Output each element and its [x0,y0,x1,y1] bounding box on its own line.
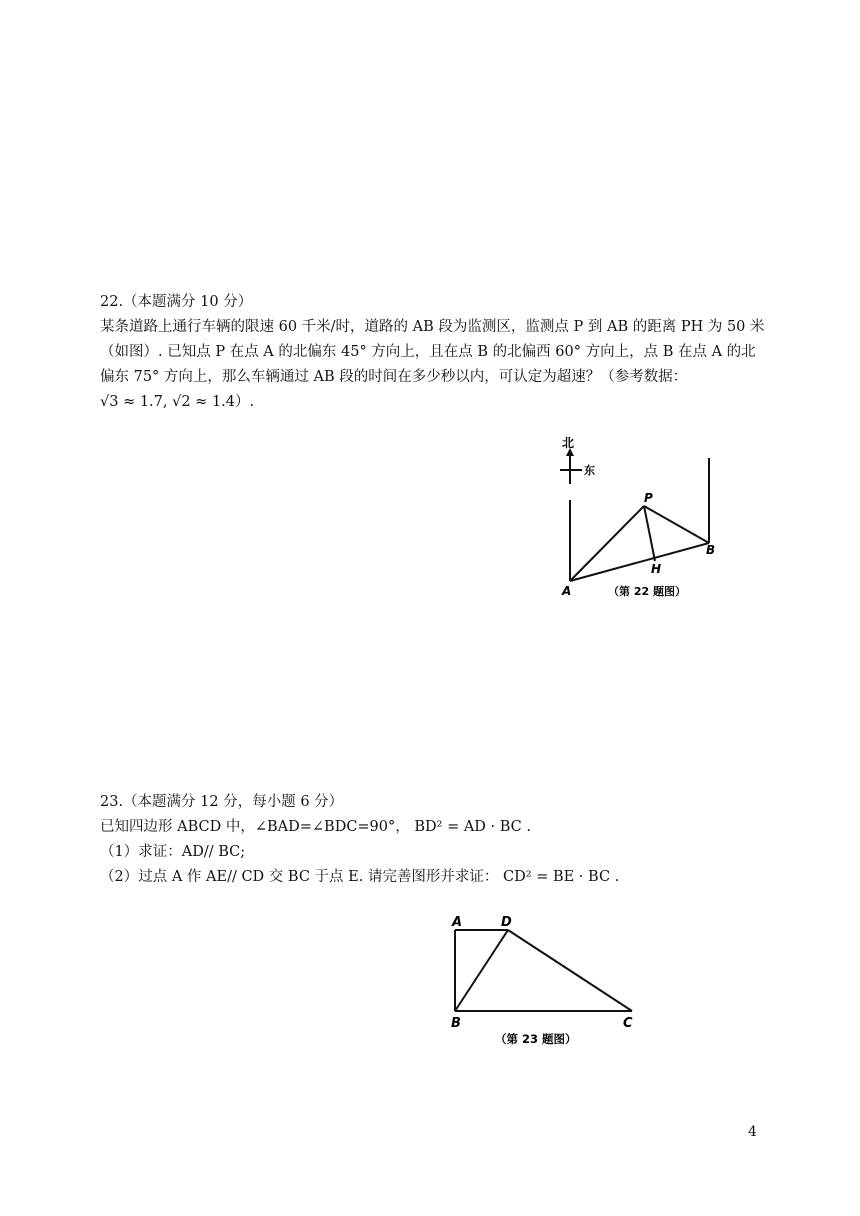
label-b: B [706,543,716,557]
compass-east-label: 东 [584,464,595,477]
segment-ab [570,543,709,581]
label-d: D [501,915,512,930]
label-a: A [452,915,463,930]
figure-22-caption: （第 22 题图） [608,585,686,598]
question-22 [100,290,768,415]
question-22-line-3: 偏东 75° 方向上，那么车辆通过 AB 段的时间在多少秒以内，可认定为超速？（参考数据： [100,369,688,385]
question-23-line-1: 已知四边形 ABCD 中，∠BAD=∠BDC=90°， BD² = AD · BC . [100,819,531,835]
segment-bd [455,930,508,1011]
segment-ph [644,506,655,561]
question-23-line-2: （1）求证：AD// BC; [100,844,246,860]
figure-23-caption: （第 23 题图） [495,1032,577,1046]
segment-pb [644,506,709,543]
question-22-line-1: 某条道路上通行车辆的限速 60 千米/时，道路的 AB 段为监测区，监测点 P 到 AB 的距离 PH 为 50 米 [100,319,765,335]
question-22-header: 22.（本题满分 10 分） [100,294,253,310]
figure-22 [548,436,738,606]
label-c: C [623,1016,633,1031]
label-b: B [451,1016,461,1031]
label-a: A [562,584,572,598]
question-23-line-3: （2）过点 A 作 AE// CD 交 BC 于点 E. 请完善图形并求证： CD² = BE · BC . [100,869,620,885]
segment-dc [508,930,632,1011]
label-p: P [644,491,653,505]
compass-north-label: 北 [562,436,575,450]
question-23-header: 23.（本题满分 12 分，每小题 6 分） [100,794,344,810]
figure-23 [440,910,650,1050]
label-h: H [651,562,662,576]
question-22-line-2: （如图）. 已知点 P 在点 A 的北偏东 45° 方向上，且在点 B 的北偏西 60° 方向上，点 B 在点 A 的北 [100,344,756,360]
page-number: 4 [748,1124,757,1140]
segment-ap [570,506,644,581]
question-23 [100,790,768,890]
question-22-line-4: √3 ≈ 1.7, √2 ≈ 1.4）. [100,394,255,410]
